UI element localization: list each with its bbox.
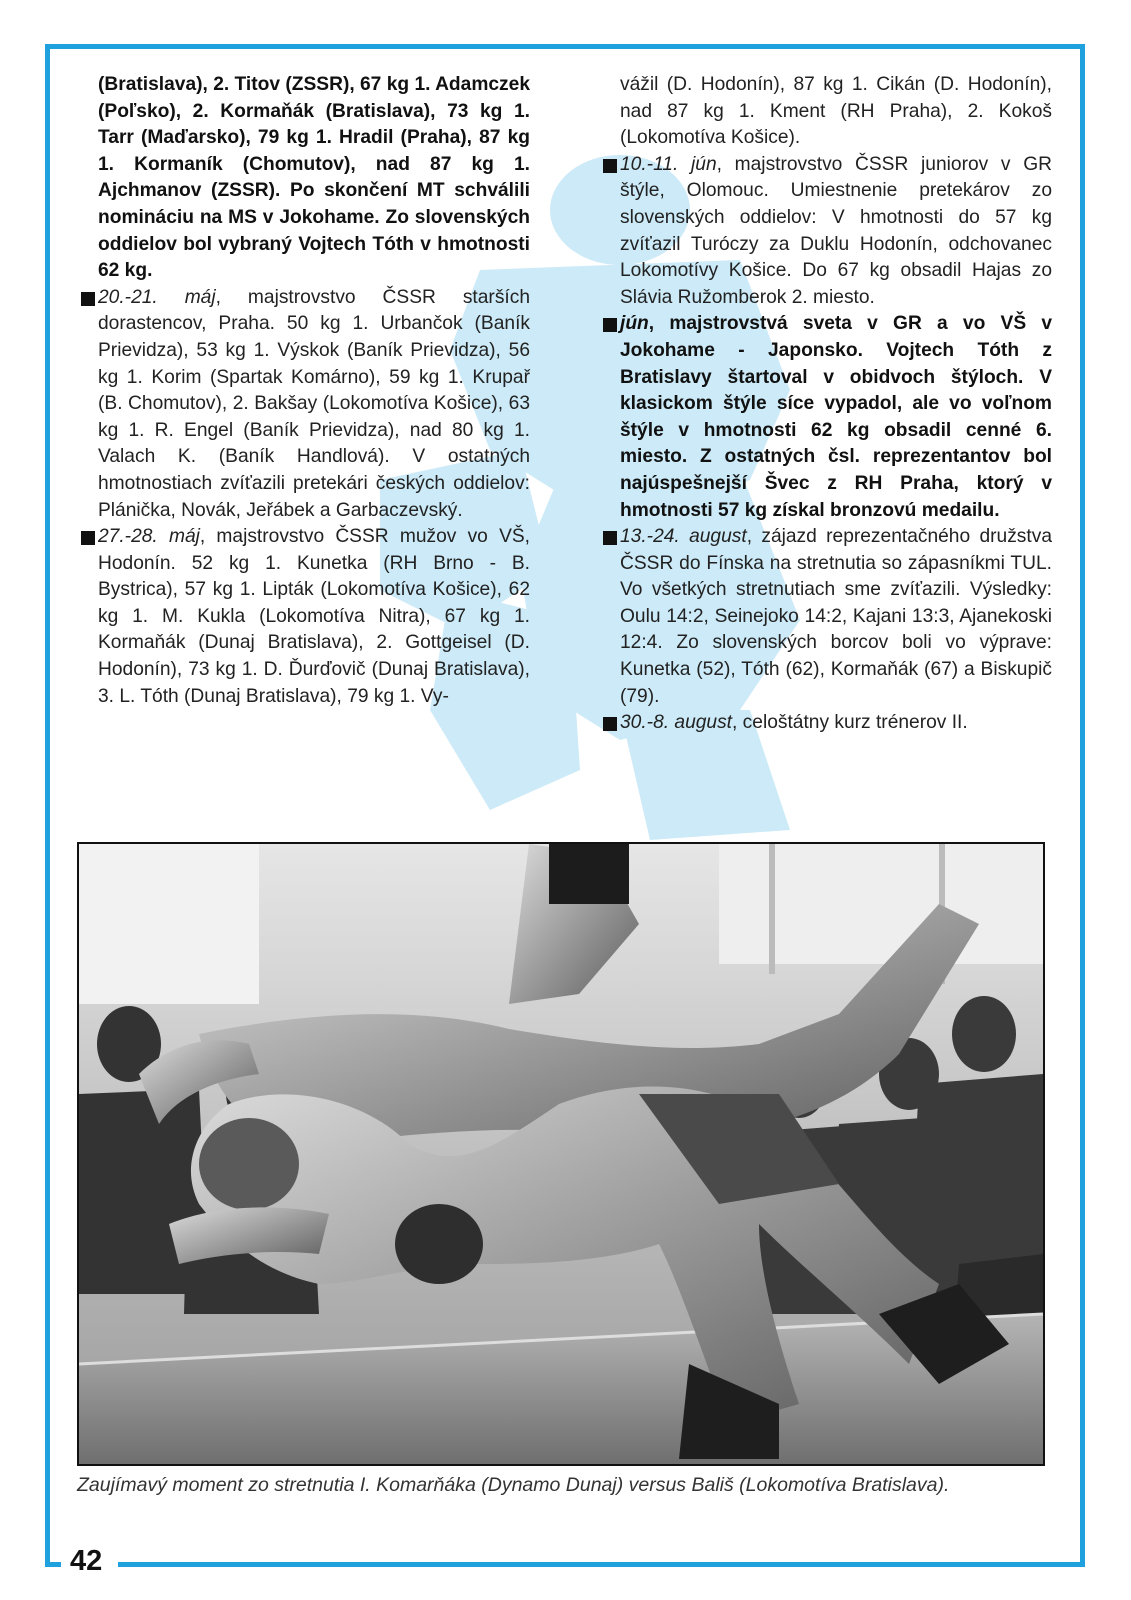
bullet-square-icon bbox=[603, 159, 617, 173]
right-text-column bbox=[620, 72, 1052, 737]
entry-date: 30.-8. august bbox=[620, 712, 733, 734]
bullet-square-icon bbox=[81, 531, 95, 545]
bullet-square-icon bbox=[603, 717, 617, 731]
entry-date: 13.-24. august bbox=[620, 526, 747, 548]
entry-date: 20.-21. máj bbox=[98, 286, 216, 308]
left-text-column bbox=[98, 72, 530, 710]
bullet-square-icon bbox=[81, 292, 95, 306]
entry-text: , zájazd reprezentačného družstva ČSSR do Fínska na stretnutia so zápasníkmi TUL. Vo všetkých stretnutiach sme zvíťazili. Výsledky: Oulu 14:2, Seinejoko 14:2, Kajani 13:3, Ajanekoski 12:4. Zo slovenských borcov boli vo výprave: Kunetka (52), Tóth (62), Kormaňák (67) a Biskupič (79). bbox=[620, 526, 1052, 707]
left-paragraph bbox=[98, 285, 530, 524]
entry-date: 27.-28. máj bbox=[98, 526, 200, 548]
page-number: 42 bbox=[66, 1545, 106, 1578]
entry-text: , majstrovstvo ČSSR mužov vo VŠ, Hodonín. 52 kg 1. Kunetka (RH Brno - B. Bystrica), 57 kg 1. Lipták (Lokomotíva Košice), 62 kg 1. M. Kukla (Lokomotíva Nitra), 67 kg 1. Kormaňák (Dunaj Bratislava), 2. Gottgeisel (D. Hodonín), 73 kg 1. D. Ďurďovič (Dunaj Bratislava), 3. L. Tóth (Dunaj Bratislava), 79 kg 1. Vy- bbox=[98, 526, 531, 707]
entry-text: , majstrovstvo ČSSR starších dorastencov, Praha. 50 kg 1. Urbančok (Baník Prievidza), 53 kg 1. Výskok (Baník Prievidza), 56 kg 1. Korim (Spartak Komárno), 59 kg 1. Krupař (B. Chomutov), 2. Bakšay (Lokomotíva Košice), 63 kg 1. R. Engel (Baník Prievidza), nad 80 kg 1. Valach K. (Baník Handlová). V ostatných hmotnostiach zvíťazili pretekári českých oddielov: Plánička, Novák, Jeřábek a Garbaczevský. bbox=[98, 286, 531, 521]
bullet-square-icon bbox=[603, 531, 617, 545]
right-paragraph bbox=[620, 311, 1052, 524]
entry-text: , majstrovstvo ČSSR juniorov v GR štýle, Olomouc. Umiestnenie pretekárov zo slovenských oddielov: V hmotnosti do 57 kg zvíťazil Turóczy za Duklu Hodonín, odchovanec Lokomotívy Košice. Do 67 kg obsadil Hajas zo Slávia Ružomberok 2. miesto. bbox=[620, 153, 1052, 308]
entry-text: vážil (D. Hodonín), 87 kg 1. Cikán (D. Hodonín), nad 87 kg 1. Kment (RH Praha), 2. Kokoš (Lokomotíva Košice). bbox=[620, 74, 1052, 149]
entry-text: (Bratislava), 2. Titov (ZSSR), 67 kg 1. Adamczek (Poľsko), 2. Kormaňák (Bratislava), 73 kg 1. Tarr (Maďarsko), 79 kg 1. Hradil (Praha), 87 kg 1. Kormaník (Chomutov), nad 87 kg 1. Ajchmanov (ZSSR). Po skončení MT schválili nomináciu na MS v Jokohame. Zo slovenských oddielov bol vybraný Vojtech Tóth v hmotnosti 62 kg. bbox=[98, 74, 530, 282]
right-paragraph bbox=[620, 72, 1052, 152]
entry-text: , celoštátny kurz trénerov II. bbox=[732, 712, 968, 734]
wrestling-photo bbox=[77, 842, 1045, 1466]
photo-caption: Zaujímavý moment zo stretnutia I. Komarňáka (Dynamo Dunaj) versus Bališ (Lokomotíva Bratislava). bbox=[77, 1474, 950, 1496]
entry-date: jún bbox=[620, 313, 649, 335]
frame-bottom-left-line bbox=[45, 1562, 61, 1567]
right-paragraph bbox=[620, 524, 1052, 710]
entry-date: 10.-11. jún bbox=[620, 153, 717, 175]
left-paragraph bbox=[98, 72, 530, 285]
right-paragraph bbox=[620, 152, 1052, 312]
right-paragraph bbox=[620, 710, 1052, 737]
bullet-square-icon bbox=[603, 318, 617, 332]
entry-text: , majstrovstvá sveta v GR a vo VŠ v Jokohame - Japonsko. Vojtech Tóth z Bratislavy štartoval v obidvoch štýloch. V klasickom štýle síce vypadol, ale vo voľnom štýle v hmotnosti 62 kg obsadil cenné 6. miesto. Z ostatných čsl. reprezentantov bol najúspešnejší Švec z RH Praha, ktorý v hmotnosti 57 kg získal bronzovú medailu. bbox=[620, 313, 1052, 521]
left-paragraph bbox=[98, 524, 530, 710]
frame-bottom-line bbox=[118, 1562, 1085, 1567]
